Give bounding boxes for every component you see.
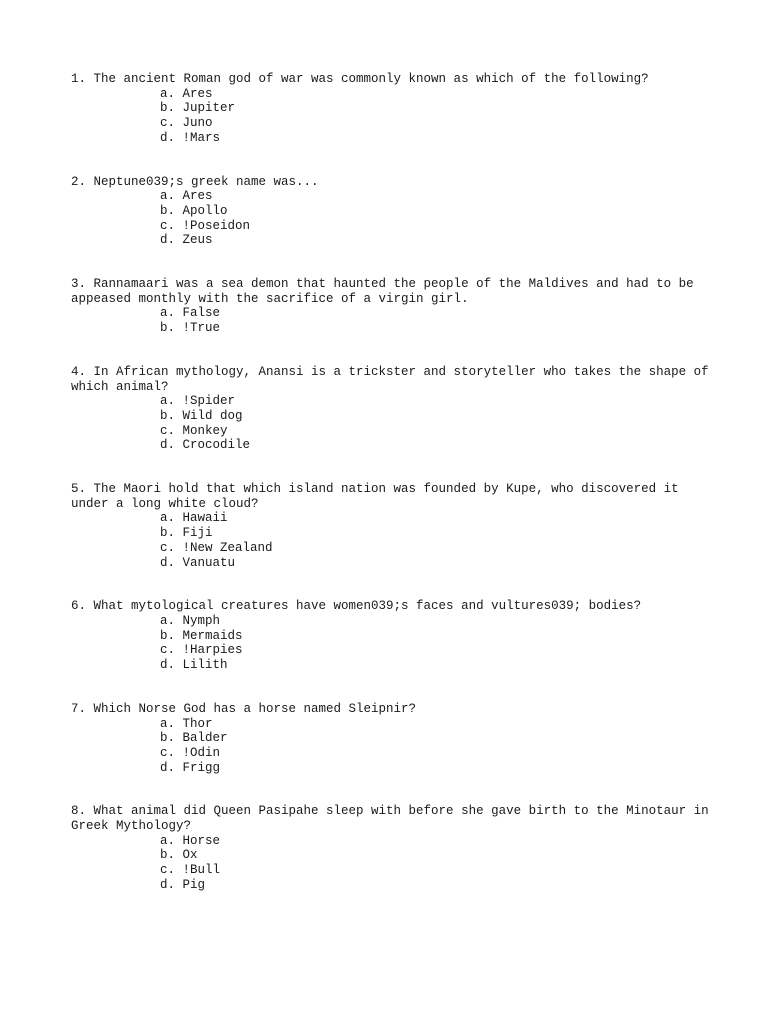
answer-option: d. Lilith: [160, 658, 228, 673]
answer-option: a. Thor: [160, 716, 213, 731]
answer-option: d. Frigg: [160, 760, 221, 775]
answer-option: a. Hawaii: [160, 511, 228, 526]
answer-option: d. Zeus: [160, 233, 213, 248]
question-text: 2. Neptune039;s greek name was...: [71, 174, 319, 189]
answer-option: c. !Bull: [160, 863, 221, 878]
answer-option: d. Pig: [160, 877, 206, 892]
answer-option: a. Nymph: [160, 613, 221, 628]
answer-option: c. Juno: [160, 116, 213, 131]
question-4: [71, 364, 717, 453]
answer-option: b. Wild dog: [160, 408, 243, 423]
answer-options: [71, 834, 711, 893]
question-2: [71, 175, 711, 249]
question-text: 5. The Maori hold that which island nation was founded by Kupe, who discovered it under a long white cloud?: [71, 482, 687, 511]
answer-option: c. !Odin: [160, 745, 221, 760]
answer-options: [71, 394, 711, 453]
answer-option: b. Apollo: [160, 203, 228, 218]
question-3: [71, 277, 711, 336]
answer-option: b. Ox: [160, 848, 198, 863]
answer-option: a. Ares: [160, 86, 213, 101]
question-7: [71, 702, 711, 776]
answer-option: b. Fiji: [160, 526, 213, 541]
answer-option: b. !True: [160, 321, 221, 336]
answer-options: [71, 614, 711, 673]
quiz-page: [71, 72, 717, 893]
answer-option: d. !Mars: [160, 130, 221, 145]
answer-option: c. !Poseidon: [160, 218, 251, 233]
answer-options: [71, 87, 711, 146]
answer-option: b. Balder: [160, 731, 228, 746]
question-text: 1. The ancient Roman god of war was commonly known as which of the following?: [71, 72, 649, 86]
answer-option: a. !Spider: [160, 394, 236, 409]
answer-options: [71, 717, 711, 776]
question-8: [71, 804, 717, 892]
answer-option: a. Horse: [160, 833, 221, 848]
question-text: 8. What animal did Queen Pasipahe sleep with before she gave birth to the Minotaur in Greek Mythology?: [71, 804, 717, 834]
answer-option: d. Vanuatu: [160, 555, 236, 570]
answer-option: d. Crocodile: [160, 438, 251, 453]
question-6: [71, 599, 711, 673]
answer-options: [71, 511, 711, 570]
answer-option: a. False: [160, 306, 221, 321]
answer-option: b. Jupiter: [160, 101, 236, 116]
answer-option: c. !Harpies: [160, 643, 243, 658]
answer-options: [71, 306, 711, 335]
question-1: [71, 72, 711, 146]
answer-option: c. Monkey: [160, 423, 228, 438]
answer-options: [71, 189, 711, 248]
question-text: 7. Which Norse God has a horse named Sleipnir?: [71, 701, 417, 716]
question-text: 3. Rannamaari was a sea demon that haunted the people of the Maldives and had to be appeased monthly with the sacrifice of a virgin girl.: [71, 277, 702, 306]
question-5: [71, 482, 711, 570]
question-text: 4. In African mythology, Anansi is a trickster and storyteller who takes the shape of which animal?: [71, 364, 717, 394]
answer-option: b. Mermaids: [160, 628, 243, 643]
answer-option: c. !New Zealand: [160, 540, 273, 555]
answer-option: a. Ares: [160, 189, 213, 204]
question-text: 6. What mytological creatures have women039;s faces and vultures039; bodies?: [71, 599, 642, 614]
